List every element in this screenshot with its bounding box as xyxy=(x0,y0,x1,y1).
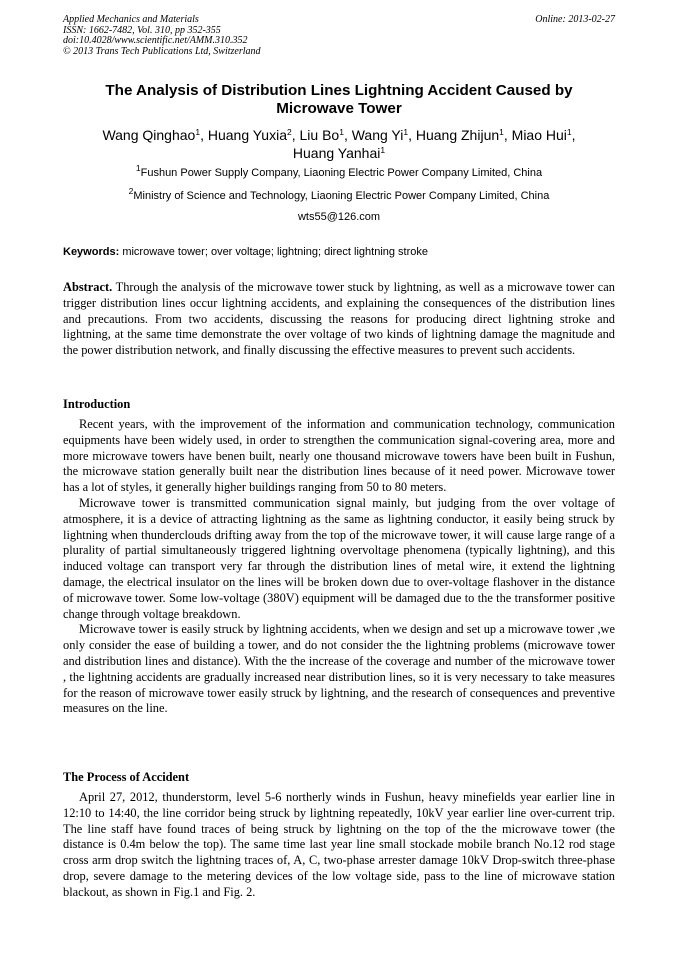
paragraph: Microwave tower is easily struck by lightning accidents, when we design and set up a microwave tower ,we only consider the ease of building a tower, and do not consider the the lightning problems (microwave tower and distribution lines and distance). With the the increase of the coverage and number of the microwave tower , the lightning accidents are gradually increased near distribution lines, so it is very necessary to take measures for the reason of microwave tower easily struck by lightning, and the research of consequences and preventive measures on the line. xyxy=(63,622,615,716)
journal-header xyxy=(63,15,615,57)
affiliation-text: Fushun Power Supply Company, Liaoning Electric Power Company Limited, China xyxy=(140,167,543,179)
issn-line: ISSN: 1662-7482, Vol. 310, pp 352-355 xyxy=(63,24,221,36)
section-heading-introduction: Introduction xyxy=(63,397,131,411)
author-affiliation-mark: 1 xyxy=(195,127,201,137)
contact-email[interactable]: wts55@126.com xyxy=(297,211,381,223)
copyright-line: © 2013 Trans Tech Publications Ltd, Switzerland xyxy=(63,45,261,57)
author-name: Miao Hui xyxy=(511,127,567,143)
paragraph: Microwave tower is transmitted communication signal mainly, but judging from the over voltage of atmosphere, it is a device of attracting lightning as the same as lightning conductor, it easily being struck by lightning when thunderclouds drifting away from the top of the microwave tower, it will cause large range of a plurality of partial simultaneously triggered lightning overvoltage phenomena (typically lightning), and this induced voltage can transport very far through the distribution lines of metal wire, it extend the lightning damage, the electrical insulator on the lines will be broken down due to over-voltage flashover in the distance of microwave tower. Some low-voltage (380V) equipment will be damaged due to the the transformer positive change through voltage breakdown. xyxy=(63,495,615,621)
author-name: Wang Yi xyxy=(351,127,404,143)
title-line-1: The Analysis of Distribution Lines Lightning Accident Caused by xyxy=(105,82,573,99)
author-name: Huang Yuxia xyxy=(207,127,287,143)
paragraph: Recent years, with the improvement of the information and communication technology, communication equipments have been widely used, in order to strengthen the communication signal-covering area, more and more microwave towers have benen built, nearly one thousand microwave towers have been built in Fushun, the microwave station generally built near the distribution lines because of it need power. Microwave tower has a lot of styles, it generally higher buildings ranging from 50 to 80 meters. xyxy=(63,417,615,495)
author-affiliation-mark: 1 xyxy=(339,127,344,137)
keywords-text: microwave tower; over voltage; lightning; direct lightning stroke xyxy=(122,246,429,258)
introduction-body xyxy=(63,417,615,717)
affiliation-number: 1 xyxy=(135,163,141,173)
affiliation-1 xyxy=(63,163,615,180)
author-name: Huang Zhijun xyxy=(415,127,500,143)
author-name: Wang Qinghao xyxy=(102,127,196,143)
affiliation-2 xyxy=(63,186,615,203)
paragraph: April 27, 2012, thunderstorm, level 5-6 northerly winds in Fushun, heavy minefields year earlier line in 12:10 to 14:40, the line corridor being struck by lightning repeatedly, 10kV year earlier line over-current trip. The line staff have found traces of being struck by lightning on the top of the the microwave tower (the distance is 0.4m below the top). The same time last year line small stockade mobile branch No.12 rod stage cross arm drop switch the lightning traces of, A, C, two-phase arrester damage 10kV Drop-switch three-phase drop, severe damage to the metering devices of the low voltage side, pass to the line of microwave station blackout, as shown in Fig.1 and Fig. 2. xyxy=(63,790,615,899)
author-name: Liu Bo xyxy=(299,127,340,143)
author-affiliation-mark: 1 xyxy=(566,127,572,137)
keywords-label: Keywords: xyxy=(63,246,120,258)
section-heading-process-of-accident: The Process of Accident xyxy=(63,770,190,784)
process-of-accident-body xyxy=(63,790,615,901)
author-list: Wang Qinghao$^1$, Huang Yuxia$^2$, Liu Bo$^1$, Wang Yi$^1$, Huang Zhijun$^1$, Miao Hui$^1$, Huang Yanhai$^1$ xyxy=(102,127,576,161)
abstract-block xyxy=(63,280,615,359)
author-affiliation-mark: 1 xyxy=(403,127,409,137)
paper-title xyxy=(63,82,615,118)
affiliation-text: Ministry of Science and Technology, Liaoning Electric Power Company Limited, China xyxy=(133,190,550,202)
abstract-label: Abstract. xyxy=(63,280,113,294)
affiliation-number: 2 xyxy=(128,186,134,196)
title-line-2: Microwave Tower xyxy=(276,100,402,117)
online-date: Online: 2013-02-27 xyxy=(535,14,615,25)
author-affiliation-mark: 1 xyxy=(499,127,504,137)
author-affiliation-mark: 2 xyxy=(286,127,292,137)
doi-line: doi:10.4028/www.scientific.net/AMM.310.352 xyxy=(63,35,248,47)
author-name: Huang Yanhai xyxy=(292,145,381,161)
keywords-line xyxy=(63,245,615,259)
author-affiliation-mark: 1 xyxy=(380,145,386,155)
abstract-text: Through the analysis of the microwave tower stuck by lightning, as well as a microwave tower can trigger distribution lines occur lightning accidents, and explaining the consequences of the distribution lines and precautions. From two accidents, discussing the reasons for producing direct lightning stroke and lightning, at the same time demonstrate the over voltage of two kinds of lightning damage the magnitude and the power distribution network, and finally discussing the effective measures to prevent such accidents. xyxy=(63,280,615,358)
journal-name: Applied Mechanics and Materials xyxy=(63,14,199,25)
